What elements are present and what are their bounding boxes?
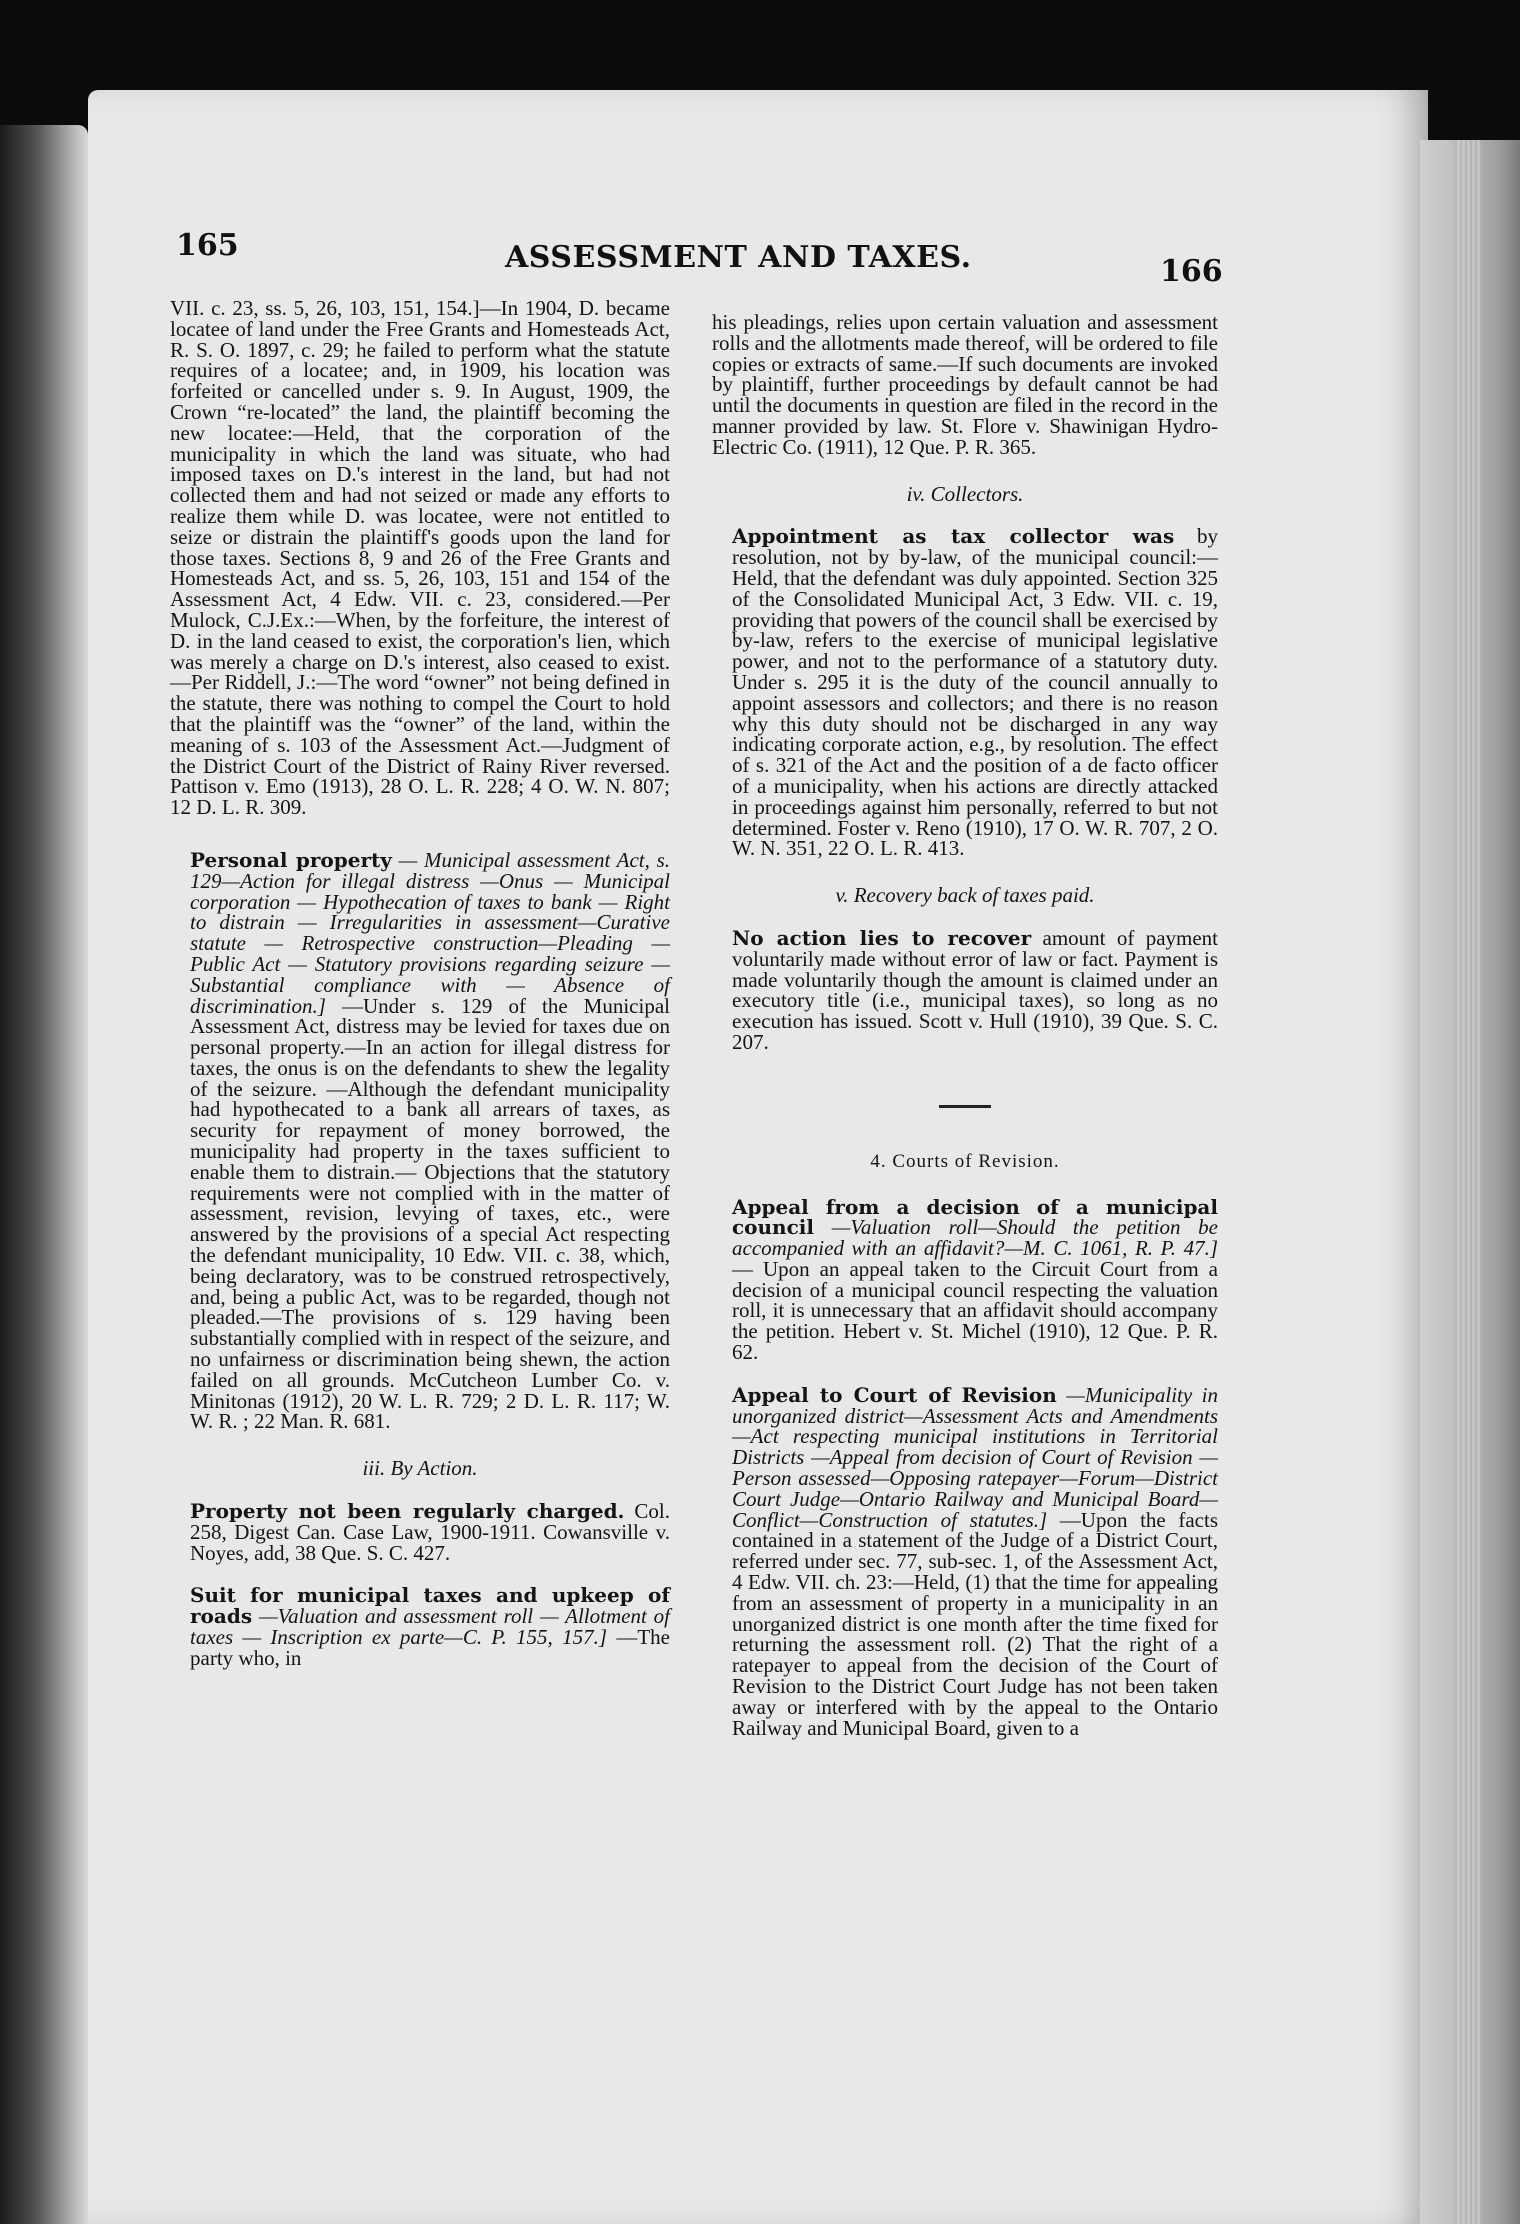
paragraph	[712, 1194, 1218, 1365]
paragraph-text: Col. 258, Digest Can. Case Law, 1900-1911. Cowansville v. Noyes, add, 38 Que. S. C. 427.	[190, 1499, 671, 1565]
paragraph-text: by resolution, not by by-law, of the municipal council:—Held, that the defendant was duly appointed. Section 325 of the Consolidated Municipal Act, 3 Edw. VII. c. 19, providing that powers of the council shall be exercised by by-law, refers to the exercise of municipal legislative power, and not to the performance of a statutory duty. Under s. 295 it is the duty of the council annually to appoint assessors and collectors; and there is no reason why this duty should not be discharged in any way indicating corporate action, e.g., by resolution. The effect of s. 321 of the Act and the position of a de facto officer of a municipality, when his actions are directly attacked in proceedings against him personally, referred to but not determined. Foster v. Reno (1910), 17 O. W. R. 707, 2 O. W. N. 351, 22 O. L. R. 413.	[732, 524, 1219, 861]
paragraph	[712, 312, 1218, 458]
paragraph-text: VII. c. 23, ss. 5, 26, 103, 151, 154.]—In 1904, D. became locatee of land under the Free Grants and Homesteads Act, R. S. O. 1897, c. 29; he failed to perform what the statute requires of a locatee; and, in 1909, his location was forfeited or cancelled under s. 9. In August, 1909, the Crown “re-located” the land, the plaintiff becoming the new locatee:—Held, that the corporation of the municipality in which the land was situate, who had imposed taxes on D.'s interest in the land, but had not collected them and had not seized or made any efforts to realize them while D. was locatee, were not entitled to seize or distrain the plaintiff's goods upon the land for those taxes. Sections 8, 9 and 26 of the Free Grants and Homesteads Act, and ss. 5, 26, 103, 151 and 154 of the Assessment Act, 4 Edw. VII. c. 23, considered.—Per Mulock, C.J.Ex.:—When, by the forfeiture, the interest of D. in the land ceased to exist, the corporation's lien, which was merely a charge on D.'s interest, also ceased to exist.—Per Riddell, J.:—The word “owner” not being defined in the statute, there was nothing to compel the Court to hold that the plaintiff was the “owner” of the land, within the meaning of s. 103 of the Assessment Act.—Judgment of the District Court of the District of Rainy River reversed. Pattison v. Emo (1913), 28 O. L. R. 228; 4 O. W. N. 807; 12 D. L. R. 309.	[170, 296, 670, 820]
paragraph	[170, 1501, 670, 1563]
paragraph	[170, 847, 671, 1434]
paragraph-lead: Personal property	[190, 847, 392, 872]
section-heading: 4. Courts of Revision.	[870, 1150, 1060, 1172]
paragraph-lead: Appeal to Court of Revision	[732, 1382, 1057, 1407]
paragraph-text: —Upon the facts contained in a statement of the Judge of a District Court, referred under sec. 77, sub-sec. 1, of the Assessment Act, 4 Edw. VII. ch. 23:—Held, (1) that the time for appealing from an assessment of property in a municipality in an unorganized district is one month after the time fixed for returning the assessment roll. (2) That the right of a ratepayer to appeal from the decision of the Court of Revision to the District Court Judge has not been taken away or interfered with by the appeal to the Ontario Railway and Municipal Board, given to a	[732, 1507, 1218, 1740]
paragraph-keywords: — Municipal assessment Act, s. 129—Action for illegal distress —Onus — Municipal corporation — Hypothecation of taxes to bank — Right to distrain — Irregularities in assessment—Curative statute — Retrospective construction—Pleading — Public Act — Statutory provisions regarding seizure — Substantial compliance with — Absence of discrimination.]	[190, 847, 671, 1018]
paragraph	[712, 1382, 1218, 1740]
section-heading: v. Recovery back of taxes paid.	[835, 883, 1095, 908]
paragraph-lead: Suit for municipal taxes and upkeep of roads	[190, 1583, 670, 1629]
right-column	[712, 312, 1218, 1738]
left-page-fold	[0, 125, 88, 2224]
paragraph	[170, 298, 670, 818]
left-column	[170, 298, 670, 1669]
right-page-number: 166	[1160, 254, 1223, 289]
paragraph	[170, 1585, 670, 1668]
section-heading: iii. By Action.	[362, 1456, 478, 1481]
paragraph-text: —Under s. 129 of the Municipal Assessment Act, distress may be levied for taxes due on personal property.—In an action for illegal distress for taxes, the onus is on the defendants to shew the legality of the seizure. —Although the defendant municipality had hypothecated to a bank all arrears of taxes, as security for repayment of money borrowed, the municipality had property in the taxes sufficient to enable them to distrain.— Objections that the statutory requirements were not complied with in the matter of assessment, revision, levying of taxes, etc., were answered by the provisions of a special Act respecting the defendant municipality, 10 Edw. VII. c. 38, which, being declaratory, was to be construed retrospectively, and, being a public Act, was to be regarded, though not pleaded.—The provisions of s. 129 having been substantially complied with in respect of the seizure, and no unfairness or discrimination being shewn, the action failed on all grounds. McCutcheon Lumber Co. v. Minitonas (1912), 20 W. L. R. 729; 2 D. L. R. 117; W. W. R. ; 22 Man. R. 681.	[190, 993, 670, 1434]
running-head-title: ASSESSMENT AND TAXES.	[505, 240, 972, 275]
paragraph	[712, 925, 1219, 1054]
paragraph-keywords: —Valuation roll—Should the petition be accompanied with an affidavit?—M. C. 1061, R. P. 47.]	[732, 1215, 1218, 1261]
paragraph-text: his pleadings, relies upon certain valuation and assessment rolls and the allotments made thereof, will be ordered to file copies or extracts of same.—If such documents are invoked by plaintiff, further proceedings by default cannot be had until the documents in question are filed in the record in the manner provided by law. St. Flore v. Shawinigan Hydro-Electric Co. (1911), 12 Que. P. R. 365.	[712, 310, 1218, 459]
paragraph	[712, 526, 1218, 859]
left-page-number: 165	[176, 228, 239, 263]
section-heading: iv. Collectors.	[906, 481, 1024, 506]
paragraph-keywords: —Valuation and assessment roll — Allotment of taxes — Inscription ex parte—C. P. 155, 157.]	[190, 1604, 670, 1650]
paragraph-lead: Appointment as tax collector was	[732, 524, 1175, 549]
paragraph-keywords: —Municipality in unorganized district—Assessment Acts and Amendments—Act respecting municipal institutions in Territorial Districts —Appeal from decision of Court of Revision — Person assessed—Opposing ratepayer—Forum—District Court Judge—Ontario Railway and Municipal Board—Conflict—Construction of statutes.]	[732, 1382, 1218, 1532]
paragraph-text: amount of payment voluntarily made without error of law or fact. Payment is made voluntarily though the amount is claimed under an executory title (i.e., municipal taxes), so long as no execution has issued. Scott v. Hull (1910), 39 Que. S. C. 207.	[732, 925, 1219, 1054]
paragraph-lead: Appeal from a decision of a municipal council	[732, 1194, 1218, 1240]
page-fore-edge	[1455, 140, 1481, 2224]
paragraph-lead: No action lies to recover	[732, 925, 1032, 950]
paragraph-lead: Property not been regularly charged.	[190, 1499, 625, 1524]
section-divider	[939, 1105, 991, 1108]
paragraph-text: —The party who, in	[190, 1625, 670, 1670]
paragraph-text: — Upon an appeal taken to the Circuit Court from a decision of a municipal council respecting the valuation roll, it is unnecessary that an affidavit should accompany the petition. Hebert v. St. Michel (1910), 12 Que. P. R. 62.	[732, 1256, 1218, 1365]
